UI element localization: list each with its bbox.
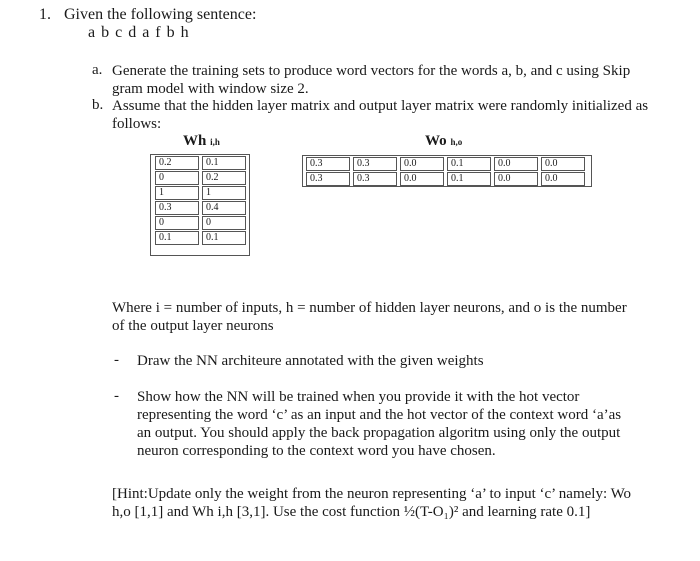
bullet-dash: - [114,388,119,404]
wo-matrix-cell: 0.0 [400,157,444,171]
wo-matrix-cell: 0.3 [306,172,350,186]
item-a-text: Generate the training sets to produce word vectors for the words a, b, and c using Skip gram model with window size 2. [112,63,631,97]
wo-matrix-cell: 0.0 [400,172,444,186]
wh-matrix-cell: 0.1 [202,231,246,245]
wo-matrix-cell: 0.0 [541,157,585,171]
question-number: 1. [39,6,51,23]
wo-matrix-row [306,172,585,186]
wo-title-text: Wo [425,133,447,149]
wo-matrix-cell: 0.0 [494,157,538,171]
wo-matrix-cell: 0.3 [306,157,350,171]
wh-title-text: Wh [183,133,207,149]
wh-matrix-table [152,155,249,246]
bullet-dash: - [114,352,119,368]
wh-matrix-cell: 0 [155,171,199,185]
wo-matrix-table [303,156,588,187]
item-b-label: b. [92,97,104,113]
bullet-training-steps: Show how the NN will be trained when you provide it with the hot vector representing the word ‘c’ as an input and the hot vector of the context word ‘a’as an output. You should apply the back propagation algoritm using only the output neuron corresponding to the context word you have chosen. [137,389,622,459]
item-a-label: a. [92,62,103,78]
wo-matrix-cell: 0.3 [353,172,397,186]
wo-matrix-title [425,133,462,150]
wh-matrix-row [155,186,246,200]
wh-matrix-cell: 0 [202,216,246,230]
wh-matrix-row [155,201,246,215]
wh-matrix-cell: 0.4 [202,201,246,215]
wh-matrix-cell: 0.1 [155,231,199,245]
wo-title-subscript: h,o [450,137,463,147]
wh-matrix-row [155,156,246,170]
wh-title-subscript: i,h [210,137,220,147]
wh-matrix-cell: 0.3 [155,201,199,215]
wh-matrix-cell: 0.1 [202,156,246,170]
question-prompt: Given the following sentence: [64,6,257,23]
wo-matrix-row [306,157,585,171]
wh-matrix-row [155,231,246,245]
wh-matrix-cell: 1 [155,186,199,200]
wo-matrix-cell: 0.0 [541,172,585,186]
wo-matrix-cell: 0.1 [447,157,491,171]
hint-text: [Hint:Update only the weight from the neuron representing ‘a’ to input ‘c’ namely: Wo h,o [1,1] and Wh i,h [3,1]. Use the cost function ½(T-O₁)² and learning rate 0.1] [112,486,632,520]
wo-matrix-cell: 0.1 [447,172,491,186]
wo-matrix-cell: 0.3 [353,157,397,171]
wh-matrix-cell: 0 [155,216,199,230]
wh-matrix-cell: 0.2 [202,171,246,185]
item-b-text: Assume that the hidden layer matrix and output layer matrix were randomly initialized as follows: [112,98,649,132]
bullet-draw-architecture: Draw the NN architeure annotated with the given weights [137,353,484,369]
wo-matrix-cell: 0.0 [494,172,538,186]
wh-matrix-cell: 1 [202,186,246,200]
wh-matrix-title [183,133,220,150]
where-definition: Where i = number of inputs, h = number of hidden layer neurons, and o is the number of the output layer neurons [112,300,627,334]
wh-matrix-row [155,171,246,185]
wh-matrix-row [155,216,246,230]
wh-matrix-cell: 0.2 [155,156,199,170]
given-sentence: a b c d a f b h [88,24,190,41]
